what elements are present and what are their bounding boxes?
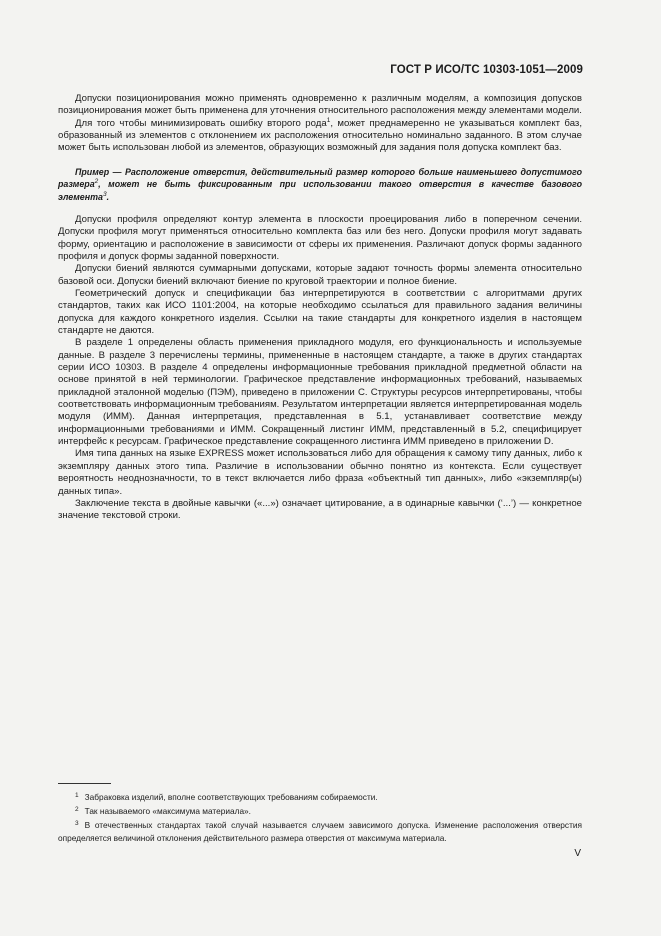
paragraph-geometric-tolerance-interpretation: Геометрический допуск и спецификации баз интерпретируются в соответствии с алгоритмами других стандартов, таких как ИСО 1101:2004, на которые необходимо ссылаться для правильного задания величины допуска для каждого конкретного изделия. Ссылки на такие стандарты для конкретного изделия в настоящем стандарте не даются. xyxy=(58,288,582,337)
example-note: Пример — Расположение отверстия, действительный размер которого больше наименьшего допустимого размера$^2$, может не быть фиксированным при использовании такого отверстия в качестве базового элемента$^3$. xyxy=(58,166,582,202)
footnote-2: $^2$ Так называемого «максимума материала». xyxy=(75,805,251,816)
footnote-ref-1[interactable]: 1 xyxy=(326,116,331,124)
page-number: V xyxy=(574,848,581,859)
footnote-1: $^1$ Забраковка изделий, вполне соответствующих требованиям собираемости. xyxy=(75,792,378,802)
paragraph-runout-tolerances: Допуски биений являются суммарными допусками, которые задают точность формы элемента относительно базовой оси. Допуски биений включают биение по круговой траектории и полное биение. xyxy=(58,263,582,287)
footnote-ref-3[interactable]: 3 xyxy=(102,190,107,198)
footnote-3: $^3$ В отечественных стандартах такой случай называется случаем зависимого допуска. Изменение расположения отверстия определяется величиной отклонения действительного размера отверстия от максимума материала. xyxy=(58,819,582,843)
footnotes xyxy=(58,790,582,845)
paragraph-profile-tolerances: Допуски профиля определяют контур элемента в плоскости проецирования либо в поперечном сечении. Допуски профиля могут применяться относительно комплекта баз или без него. Допуски профиля могут задавать форму, ориентацию и расположение в зависимости от сферы их применения. Различают допуск формы заданного профиля и допуск формы заданной поверхности. xyxy=(58,213,582,262)
paragraph-express-type-names: Имя типа данных на языке EXPRESS может использоваться либо для обращения к самому типу данных, либо к экземпляру данных этого типа. Различие в использовании обычно понятно из контекста. Если существует вероятность неоднозначности, то в текст включается либо фраза «объектный тип данных», либо «экземпляр(ы) данных типа». xyxy=(58,448,582,497)
paragraph-quotation-marks: Заключение текста в двойные кавычки («...») означает цитирование, а в одинарные кавычки (‘...’) — конкретное значение текстовой строки. xyxy=(58,497,582,522)
footnote-ref-2[interactable]: 2 xyxy=(94,178,99,186)
footnote-separator xyxy=(58,783,111,784)
standard-code-header: ГОСТ Р ИСО/ТС 10303-1051—2009 xyxy=(390,64,583,76)
paragraph-positional-tolerances: Допуски позиционирования можно применять одновременно к различным моделям, а композиция допусков позиционирования может быть применена для уточнения относительного расположения между элементами модели. xyxy=(58,93,582,117)
example-label: Пример — xyxy=(75,166,125,177)
paragraph-second-kind-error: Для того чтобы минимизировать ошибку второго рода$^1$, может преднамеренно не указываться комплект баз, образованный из элементов с отклонением их расположения относительно номинально заданного. В этом случае может быть использован любой из элементов, образующих возможный для задания поля допуска комплект баз. xyxy=(58,116,582,154)
paragraph-sections-overview: В разделе 1 определены область применения прикладного модуля, его функциональность и используемые данные. В разделе 3 перечислены термины, примененные в настоящем стандарте, а также в других стандартах серии ИСО 10303. В разделе 4 определены информационные требования прикладной предметной области на основе принятой в ней терминологии. Графическое представление информационных требований, называемых прикладной эталонной моделью (ПЭМ), приведено в приложении С. Структуры ресурсов интерпретированы, чтобы соответствовать информационным требованиям. Результатом интерпретации является интерпретированная модель модуля (ИММ). Данная интерпретация, представленная в 5.1, устанавливает соответствие между информационными требованиями и ИММ. Сокращенный листинг ИММ, представленный в 5.2, специфицирует интерфейс к ресурсам. Графическое представление сокращенного листинга ИММ приведено в приложении D. xyxy=(58,337,582,448)
main-text xyxy=(58,93,582,523)
